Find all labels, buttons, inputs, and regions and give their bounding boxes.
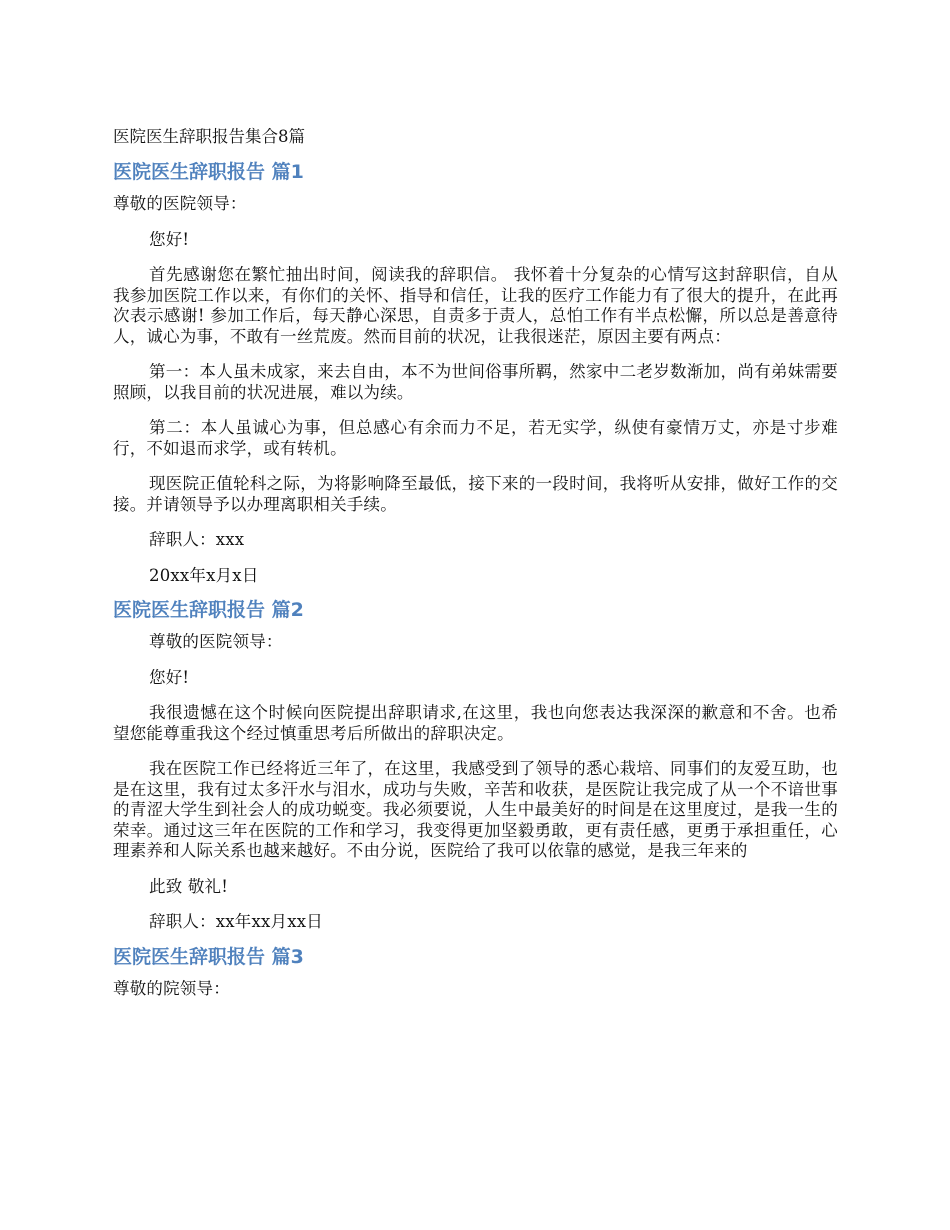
- closing: 此致 敬礼!: [149, 876, 229, 896]
- body-paragraph: 第一：本人虽未成家，来去自由，本不为世间俗事所羁，然家中二老岁数渐加，尚有弟妹需要照顾，以我目前的状况进展，难以为续。: [113, 362, 838, 402]
- body-paragraph: 我很遗憾在这个时候向医院提出辞职请求,在这里，我也向您表达我深深的歉意和不舍。也希望您能尊重我这个经过慎重思考后所做出的辞职决定。: [113, 703, 838, 743]
- body-paragraph: 我在医院工作已经将近三年了，在这里，我感受到了领导的悉心栽培、同事们的友爱互助，也是在这里，我有过太多汗水与泪水，成功与失败，辛苦和收获，是医院让我完成了从一个不谙世事的青涩大学生到社会人的成功蜕变。我必须要说，人生中最美好的时间是在这里度过，是我一生的荣幸。通过这三年在医院的工作和学习，我变得更加坚毅勇敢，更有责任感，更勇于承担重任，心理素养和人际关系也越来越好。不由分说，医院给了我可以依靠的感觉，是我三年来的: [113, 759, 838, 860]
- greeting: 您好!: [149, 229, 190, 249]
- document-page: [113, 124, 838, 1014]
- section-heading-2: 医院医生辞职报告 篇2: [113, 599, 304, 621]
- greeting: 您好!: [149, 667, 190, 687]
- salutation: 尊敬的医院领导：: [149, 632, 283, 651]
- date: 20xx年x月x日: [149, 565, 259, 585]
- signature: 辞职人：xxx: [149, 530, 245, 549]
- body-paragraph: 首先感谢您在繁忙抽出时间，阅读我的辞职信。 我怀着十分复杂的心情写这封辞职信，自从我参加医院工作以来，有你们的关怀、指导和信任，让我的医疗工作能力有了很大的提升，在此再次表示感谢! 参加工作后，每天静心深思，自责多于责人，总怕工作有半点松懈，所以总是善意待人，诚心为事，不敢有一丝荒废。然而目前的状况，让我很迷茫，原因主要有两点：: [113, 265, 838, 346]
- section-heading-3: 医院医生辞职报告 篇3: [113, 945, 304, 968]
- section-heading-1: 医院医生辞职报告 篇1: [113, 161, 304, 183]
- body-paragraph: 现医院正值轮科之际，为将影响降至最低，接下来的一段时间，我将听从安排，做好工作的交接。并请领导予以办理离职相关手续。: [113, 474, 838, 514]
- salutation: 尊敬的医院领导：: [113, 194, 247, 213]
- document-title: 医院医生辞职报告集合8篇: [113, 127, 305, 146]
- signature: 辞职人：xx年xx月xx日: [149, 912, 323, 931]
- salutation: 尊敬的院领导：: [113, 978, 230, 998]
- body-paragraph: 第二：本人虽诚心为事，但总感心有余而力不足，若无实学，纵使有豪情万丈，亦是寸步难行，不如退而求学，或有转机。: [113, 418, 838, 458]
